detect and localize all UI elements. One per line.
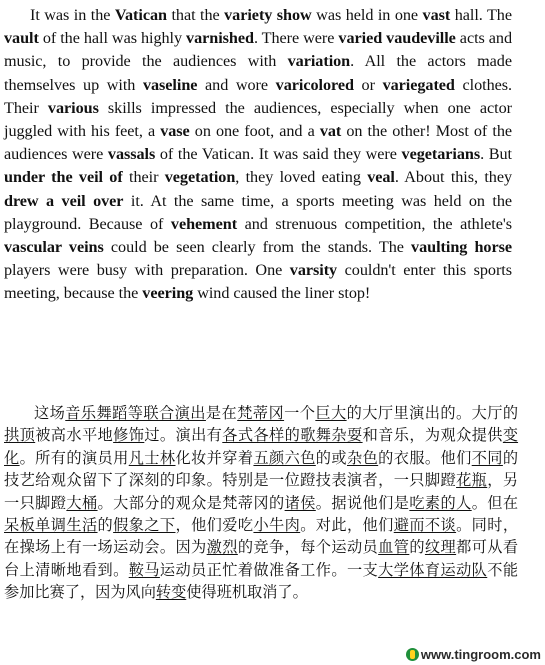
text-run: on the other! Most of the audiences were xyxy=(4,122,512,164)
watermark xyxy=(406,647,541,662)
text-run: on one foot, and a xyxy=(189,122,320,141)
text-run: 的大厅里演出的。大厅的 xyxy=(346,404,519,422)
vocab-translation: 大学体育运动队 xyxy=(378,560,488,579)
text-run: . There were xyxy=(253,29,339,48)
text-run: 。大部分的观众是梵蒂冈的 xyxy=(97,493,285,512)
text-run: could be seen clearly from the stands. The xyxy=(103,238,412,257)
text-run: their xyxy=(122,168,165,187)
vocab-translation: 各式各样的歌舞杂耍 xyxy=(222,426,363,445)
chinese-paragraph xyxy=(4,402,518,604)
text-run: 。对此，他们 xyxy=(300,516,394,535)
vocab-translation: 花瓶 xyxy=(456,471,488,490)
text-run: 一个 xyxy=(284,404,316,422)
vocab-word: vehement xyxy=(170,214,238,233)
vocab-word: varied vaudeville xyxy=(338,29,456,48)
text-run: . All the actors made themselves up with xyxy=(4,52,512,94)
text-run: 不能参加比赛了，因为风向 xyxy=(4,560,519,602)
vocab-word: variegated xyxy=(382,75,455,94)
text-run: hall. The xyxy=(450,6,512,24)
watermark-text: www.tingroom.com xyxy=(420,647,541,662)
vocab-word: vassals xyxy=(107,145,156,164)
vocab-word: vase xyxy=(160,122,190,141)
vocab-translation: 巨大 xyxy=(315,404,347,422)
vocab-word: veal xyxy=(367,168,395,187)
text-run: 的 xyxy=(97,516,114,535)
tingroom-logo-icon xyxy=(406,648,419,661)
vocab-translation: 五颜六色 xyxy=(253,448,316,467)
text-run: 的竞争，每个运动员 xyxy=(237,538,379,557)
vocab-translation: 吃素的人 xyxy=(409,493,472,512)
text-run: , they loved eating xyxy=(235,168,368,187)
text-run: 。但在 xyxy=(471,493,519,512)
vocab-translation: 小牛肉 xyxy=(253,516,301,535)
vocab-translation: 血管 xyxy=(378,538,410,557)
text-run: 被高水平地 xyxy=(35,426,114,445)
text-run: 的 xyxy=(409,538,425,557)
text-run: 运动员正忙着做准备工作。一支 xyxy=(159,560,379,579)
vocab-word: variety show xyxy=(224,6,312,24)
text-run: 的技艺给观众留下了深刻的印象。特别是一位蹬技表演者，一只脚蹬 xyxy=(4,448,519,490)
text-run: skills impressed the audiences, especially when one actor juggled with his feet, a xyxy=(4,98,512,141)
vocab-translation: 鞍马 xyxy=(128,560,160,579)
vocab-translation: 呆板单调生活 xyxy=(4,516,98,535)
text-run: it. At the same time, a sports meeting was held on the playground. Because of xyxy=(4,191,512,233)
text-run: of the hall was highly xyxy=(38,29,187,48)
text-run: and strenuous competition, the athlete's xyxy=(237,214,513,233)
vocab-word: Vatican xyxy=(114,6,167,24)
text-run: 的衣服。他们 xyxy=(378,448,472,467)
vocab-translation: 拱顶 xyxy=(4,426,36,445)
vocab-word: vaulting horse xyxy=(411,238,512,257)
english-paragraph xyxy=(4,4,512,306)
vocab-translation: 假象之下 xyxy=(113,516,176,535)
text-run: 。所有的演员用 xyxy=(19,448,129,467)
vocab-translation: 修饰 xyxy=(113,426,145,445)
vocab-translation: 凡士林 xyxy=(128,448,176,467)
vocab-word: varnished xyxy=(186,29,254,48)
text-run: or xyxy=(353,75,383,94)
text-run: players were busy with preparation. One xyxy=(4,261,290,280)
vocab-word: vascular veins xyxy=(4,238,104,257)
text-run: . About this, they xyxy=(394,168,512,187)
vocab-word: vegetarians xyxy=(401,145,481,164)
text-run: clothes. Their xyxy=(4,75,513,117)
text-run: that the xyxy=(166,6,225,24)
vocab-translation: 转变 xyxy=(155,583,187,602)
vocab-word: veering xyxy=(142,284,194,303)
text-run: was held in one xyxy=(311,6,423,24)
vocab-word: various xyxy=(47,98,99,117)
vocab-translation: 纹理 xyxy=(424,538,457,557)
vocab-word: varicolored xyxy=(275,75,354,94)
text-run: 是在 xyxy=(205,404,238,422)
text-run: ，他们爱吃 xyxy=(175,516,254,535)
text-run: 这场 xyxy=(34,404,66,422)
vocab-translation: 避而不谈 xyxy=(393,516,457,535)
text-run: and wore xyxy=(197,75,276,94)
vocab-translation: 诸侯 xyxy=(284,493,316,512)
vocab-word: drew a veil over xyxy=(4,191,124,210)
text-run: acts and music, to provide the audiences with xyxy=(4,29,513,71)
vocab-translation: 激烈 xyxy=(206,538,238,557)
text-run: 化妆并穿着 xyxy=(175,448,254,467)
vocab-word: variation xyxy=(287,52,351,71)
text-run: 都可从看台上清晰地看到。 xyxy=(4,538,519,579)
vocab-word: vat xyxy=(319,122,342,141)
text-run: It was in the xyxy=(30,6,115,24)
vocab-word: varsity xyxy=(289,261,338,280)
text-run: wind caused the liner stop! xyxy=(193,284,371,303)
text-run: 。据说他们是 xyxy=(315,493,410,512)
text-run: 过。演出有 xyxy=(144,426,223,445)
vocab-word: vaseline xyxy=(142,75,198,94)
vocab-translation: 梵蒂冈 xyxy=(237,404,285,422)
text-run: couldn't enter this sports meeting, because the xyxy=(4,261,512,303)
vocab-word: vault xyxy=(4,29,39,48)
vocab-word: vegetation xyxy=(164,168,236,187)
text-run: 使得班机取消了。 xyxy=(186,583,308,602)
text-run: of the Vatican. It was said they were xyxy=(155,145,402,164)
vocab-translation: 大桶 xyxy=(66,493,98,512)
text-run: 。同时，在操场上有一场运动会。因为 xyxy=(4,516,519,557)
vocab-word: under the veil of xyxy=(4,168,123,187)
vocab-translation: 不同 xyxy=(471,448,503,467)
text-run: . But xyxy=(480,145,512,164)
vocab-translation: 变化 xyxy=(4,426,519,467)
text-run: 的或 xyxy=(315,448,347,467)
vocab-translation: 音乐舞蹈等联合演出 xyxy=(65,404,206,422)
vocab-translation: 杂色 xyxy=(346,448,379,467)
text-run: ，另一只脚蹬 xyxy=(4,471,519,512)
vocab-word: vast xyxy=(422,6,451,24)
text-run: 和音乐，为观众提供 xyxy=(362,426,503,445)
